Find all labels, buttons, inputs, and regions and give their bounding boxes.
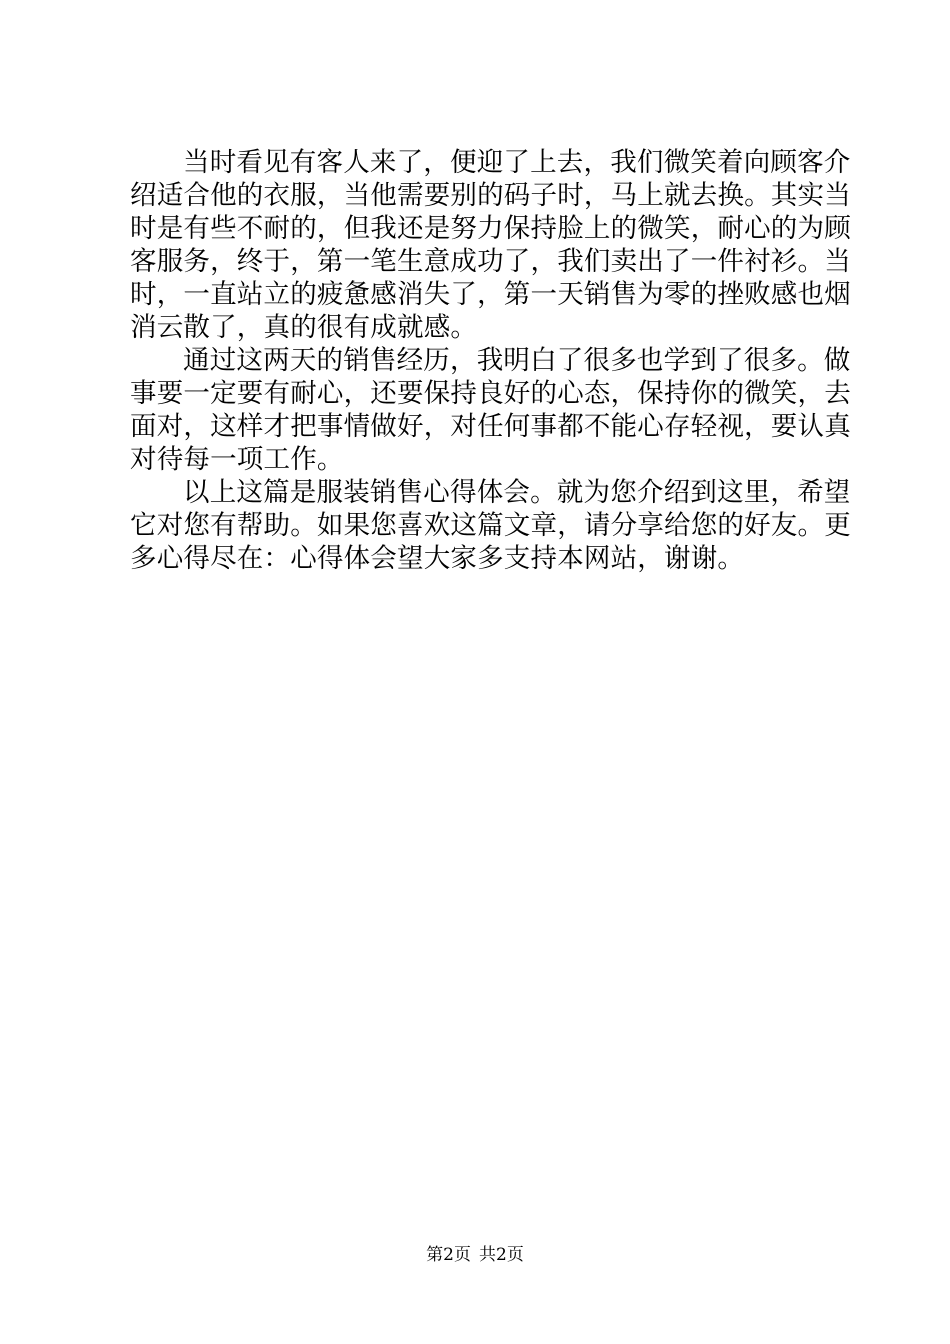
document-body [130, 146, 851, 575]
paragraph-3 [130, 476, 851, 575]
paragraph-line: 它对您有帮助。如果您喜欢这篇文章，请分享给您的好友。更 [130, 510, 851, 541]
paragraph-1 [130, 146, 851, 344]
paragraph-line: 对待每一项工作。 [130, 444, 344, 475]
page-total: 共2页 [479, 1245, 524, 1265]
paragraph-line: 客服务，终于，第一笔生意成功了，我们卖出了一件衬衫。当 [130, 246, 851, 277]
paragraph-line: 绍适合他的衣服，当他需要别的码子时，马上就去换。其实当 [130, 180, 851, 211]
paragraph-line: 时，一直站立的疲惫感消失了，第一天销售为零的挫败感也烟 [130, 279, 851, 310]
paragraph-line: 面对，这样才把事情做好，对任何事都不能心存轻视，要认真 [130, 411, 851, 442]
paragraph-line: 当时看见有客人来了，便迎了上去，我们微笑着向顾客介 [183, 147, 851, 178]
paragraph-line: 通过这两天的销售经历，我明白了很多也学到了很多。做 [183, 345, 851, 376]
paragraph-line: 消云散了，真的很有成就感。 [130, 312, 478, 343]
paragraph-line: 多心得尽在：心得体会望大家多支持本网站，谢谢。 [130, 543, 745, 574]
paragraph-line: 时是有些不耐的，但我还是努力保持脸上的微笑，耐心的为顾 [130, 213, 851, 244]
paragraph-line: 事要一定要有耐心，还要保持良好的心态，保持你的微笑，去 [130, 378, 851, 409]
page-footer [0, 1244, 950, 1266]
page-number: 第2页 [426, 1245, 471, 1265]
paragraph-line: 以上这篇是服装销售心得体会。就为您介绍到这里，希望 [183, 477, 851, 508]
paragraph-2 [130, 344, 851, 476]
